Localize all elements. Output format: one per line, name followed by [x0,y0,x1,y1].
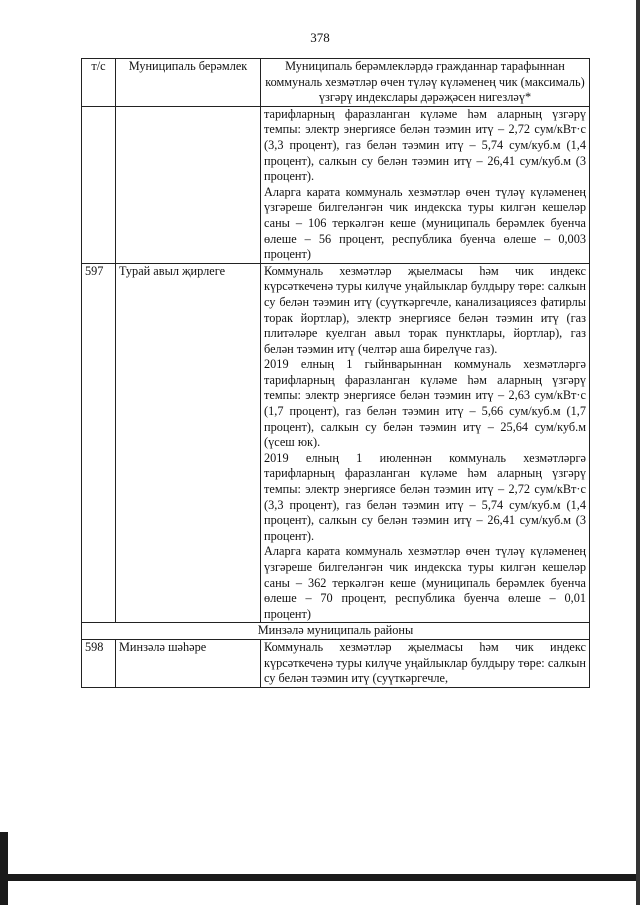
continuation-number-cell [82,106,116,263]
section-heading: Минзәлә муниципаль районы [82,623,590,640]
row-text-cell [261,263,590,623]
table-row [82,639,590,687]
row-municipality: Минзәлә шәһәре [116,639,261,687]
row-text-cell [261,639,590,687]
scan-edge-bottom [0,874,640,881]
table-row [82,263,590,623]
paragraph: Коммуналь хезмәтләр җыелмасы һәм чик индекс күрсәткеченә туры килүче уңайлыклар булдыру төре: салкын су белән тәэмин итү (суүткәргечле, канализациясез фатирлы торак йортлар), электр энергиясе белән тәэмин итү (газ плитәләре куелган авыл торак пунктлары, йортлар), газ белән тәэмин итү (челтәр аша бирелүче газ). [264,263,586,356]
paragraph: 2019 елның 1 гыйнварыннан коммуналь хезмәтләргә тарифларның фаразланган күләме һәм аларның үзгәрү темпы: электр энергиясе белән тәэмин итү – 2,63 сум/кВт·с (1,7 процент), газ белән тәэмин итү – 5,66 сум/куб.м (1,7 процент), салкын су белән тәэмин итү – 25,64 сум/куб.м (үсеш юк). [264,357,586,450]
scan-edge-right [636,0,640,905]
paragraph: Коммуналь хезмәтләр җыелмасы һәм чик индекс күрсәткеченә туры килүче уңайлыклар булдыру төре: салкын су белән тәэмин итү (суүткәргечле, [264,639,586,686]
table-row-continuation [82,106,590,263]
continuation-text-cell [261,106,590,263]
paragraph: Аларга карата коммуналь хезмәтләр өчен түләү күләменең үзгәреше билгеләнгән чик индекска туры килгән кешеләр саны – 362 теркәлгән кеше (муниципаль берәмлек буенча өлеше – 70 процент, республика буенча өлеше – 0,01 процент) [264,544,586,621]
paragraph: Аларга карата коммуналь хезмәтләр өчен түләү күләменең үзгәреше билгеләнгән чик индекска туры килгән кешеләр саны – 106 теркәлгән кеше (муниципаль берәмлек буенча өлеше – 56 процент, республика буенча өлеше – 0,003 процент) [264,184,586,262]
page-number: 378 [310,30,330,45]
municipal-index-table [81,58,590,688]
paragraph: 2019 елның 1 июленнән коммуналь хезмәтләргә тарифларның фаразланган күләме һәм аларның үзгәрү темпы: электр энергиясе белән тәэмин итү – 2,72 сум/кВт·с (3,3 процент), газ белән тәэмин итү – 5,74 сум/куб.м (1,4 процент), салкын су белән тәэмин итү – 26,41 сум/куб.м (3 процент). [264,450,586,543]
row-number: 598 [82,639,116,687]
continuation-municipality-cell [116,106,261,263]
header-basis: Муниципаль берәмлекләрдә гражданнар тарафыннан коммуналь хезмәтләр өчен түләү күләменең чик (максималь) үзгәрү индекслары дәрәҗәсен нигезләү* [261,59,590,107]
header-number: т/с [82,59,116,107]
header-municipality: Муниципаль берәмлек [116,59,261,107]
section-heading-row [82,623,590,640]
row-municipality: Турай авыл җирлеге [116,263,261,623]
paragraph: тарифларның фаразланган күләме һәм аларның үзгәрү темпы: электр энергиясе белән тәэмин итү – 2,72 сум/кВт·с (3,3 процент), газ белән тәэмин итү – 5,74 сум/куб.м (1,4 процент), салкын су белән тәэмин итү – 26,41 сум/куб.м (3 процент). [264,106,586,184]
row-number: 597 [82,263,116,623]
scan-edge-left [0,832,8,905]
table-header-row [82,59,590,107]
